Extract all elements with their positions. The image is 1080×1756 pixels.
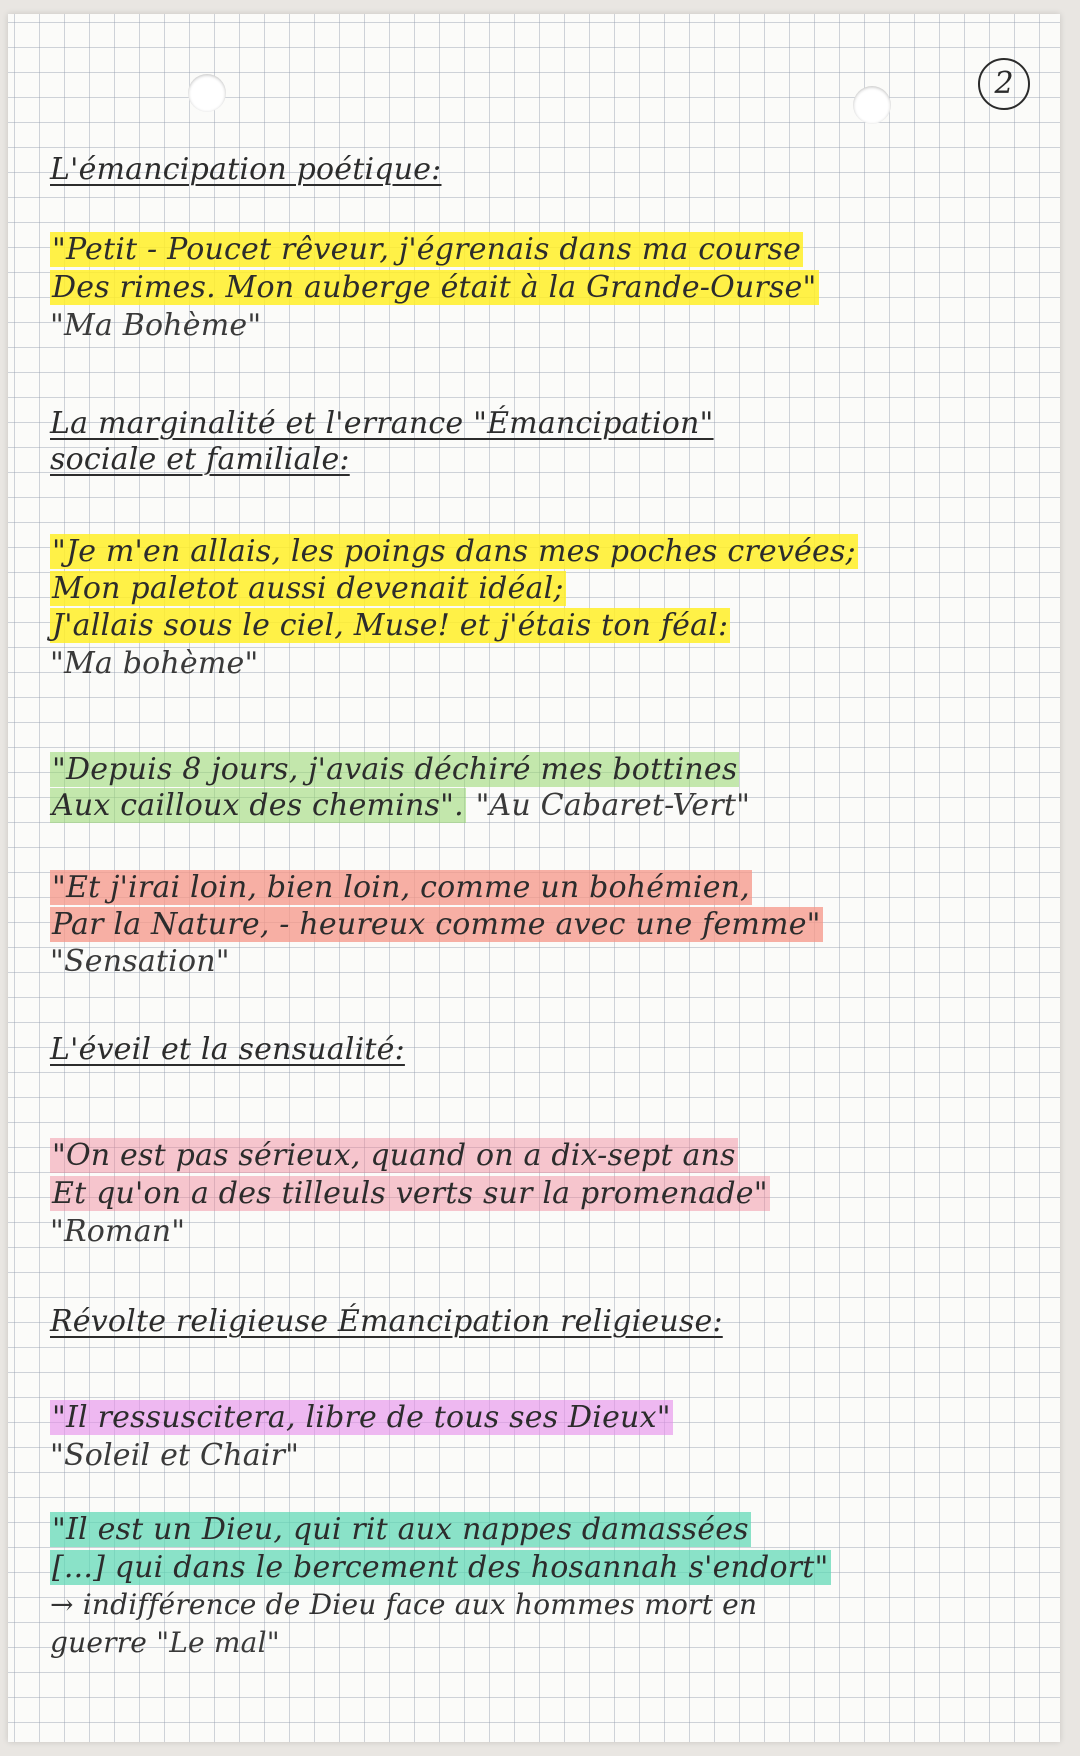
quote-line: [50, 232, 803, 267]
section-heading-marginality-cont: sociale et familiale:: [50, 442, 350, 477]
quote-text: "Il ressuscitera, libre de tous ses Dieux": [52, 1400, 671, 1435]
analysis-note-cont: [50, 1626, 280, 1659]
quote-text: J'allais sous le ciel, Muse! et j'étais ton féal:: [52, 608, 729, 643]
section-heading-awakening: L'éveil et la sensualité:: [50, 1032, 405, 1067]
page-number: 2: [978, 58, 1030, 110]
quote-line: [50, 870, 752, 905]
quote-source: "Sensation": [50, 944, 230, 979]
quote-source: "Le mal": [156, 1626, 280, 1659]
quote-line: [50, 907, 823, 942]
quote-text: "On est pas sérieux, quand on a dix-sept ans: [52, 1138, 736, 1173]
binder-hole-left: [188, 74, 226, 112]
quote-line: [50, 608, 730, 643]
quote-text: "Il est un Dieu, qui rit aux nappes damassées: [52, 1512, 749, 1547]
quote-text: [...] qui dans le bercement des hosannah s'endort": [52, 1550, 829, 1585]
quote-text: "Je m'en allais, les poings dans mes poches crevées;: [52, 534, 856, 569]
quote-line: [50, 571, 566, 606]
quote-source: "Roman": [50, 1214, 186, 1249]
quote-source: "Ma Bohème": [50, 308, 262, 343]
quote-line: [50, 1138, 738, 1173]
notebook-page: [8, 14, 1060, 1742]
binder-hole-right: [853, 86, 891, 124]
quote-text: "Et j'irai loin, bien loin, comme un bohémien,: [52, 870, 750, 905]
quote-line: [50, 1512, 751, 1547]
section-heading-poetic-emancipation: L'émancipation poétique:: [50, 152, 442, 187]
quote-line: [50, 1176, 770, 1211]
quote-text: Et qu'on a des tilleuls verts sur la promenade": [52, 1176, 768, 1211]
quote-source: "Au Cabaret-Vert": [475, 788, 751, 823]
quote-text: Mon paletot aussi devenait idéal;: [52, 571, 564, 606]
analysis-note-text: guerre: [50, 1626, 148, 1659]
quote-line: [50, 1400, 673, 1435]
section-heading-religious-revolt: Révolte religieuse Émancipation religieuse:: [50, 1304, 723, 1339]
quote-text: Aux cailloux des chemins".: [52, 788, 464, 823]
quote-source: "Ma bohème": [50, 646, 259, 681]
section-heading-marginality: La marginalité et l'errance "Émancipation": [50, 406, 714, 441]
quote-text: "Petit - Poucet rêveur, j'égrenais dans ma course: [52, 232, 802, 267]
quote-text: "Depuis 8 jours, j'avais déchiré mes bottines: [52, 752, 738, 787]
analysis-note: → indifférence de Dieu face aux hommes mort en: [50, 1588, 758, 1621]
quote-line: [50, 1550, 831, 1585]
quote-line: [50, 752, 739, 787]
quote-text: Des rimes. Mon auberge était à la Grande-Ourse": [52, 270, 817, 305]
quote-source: "Soleil et Chair": [50, 1438, 300, 1473]
quote-line: [50, 788, 750, 823]
quote-line: [50, 534, 858, 569]
quote-line: [50, 270, 819, 305]
quote-text: Par la Nature, - heureux comme avec une femme": [52, 907, 821, 942]
